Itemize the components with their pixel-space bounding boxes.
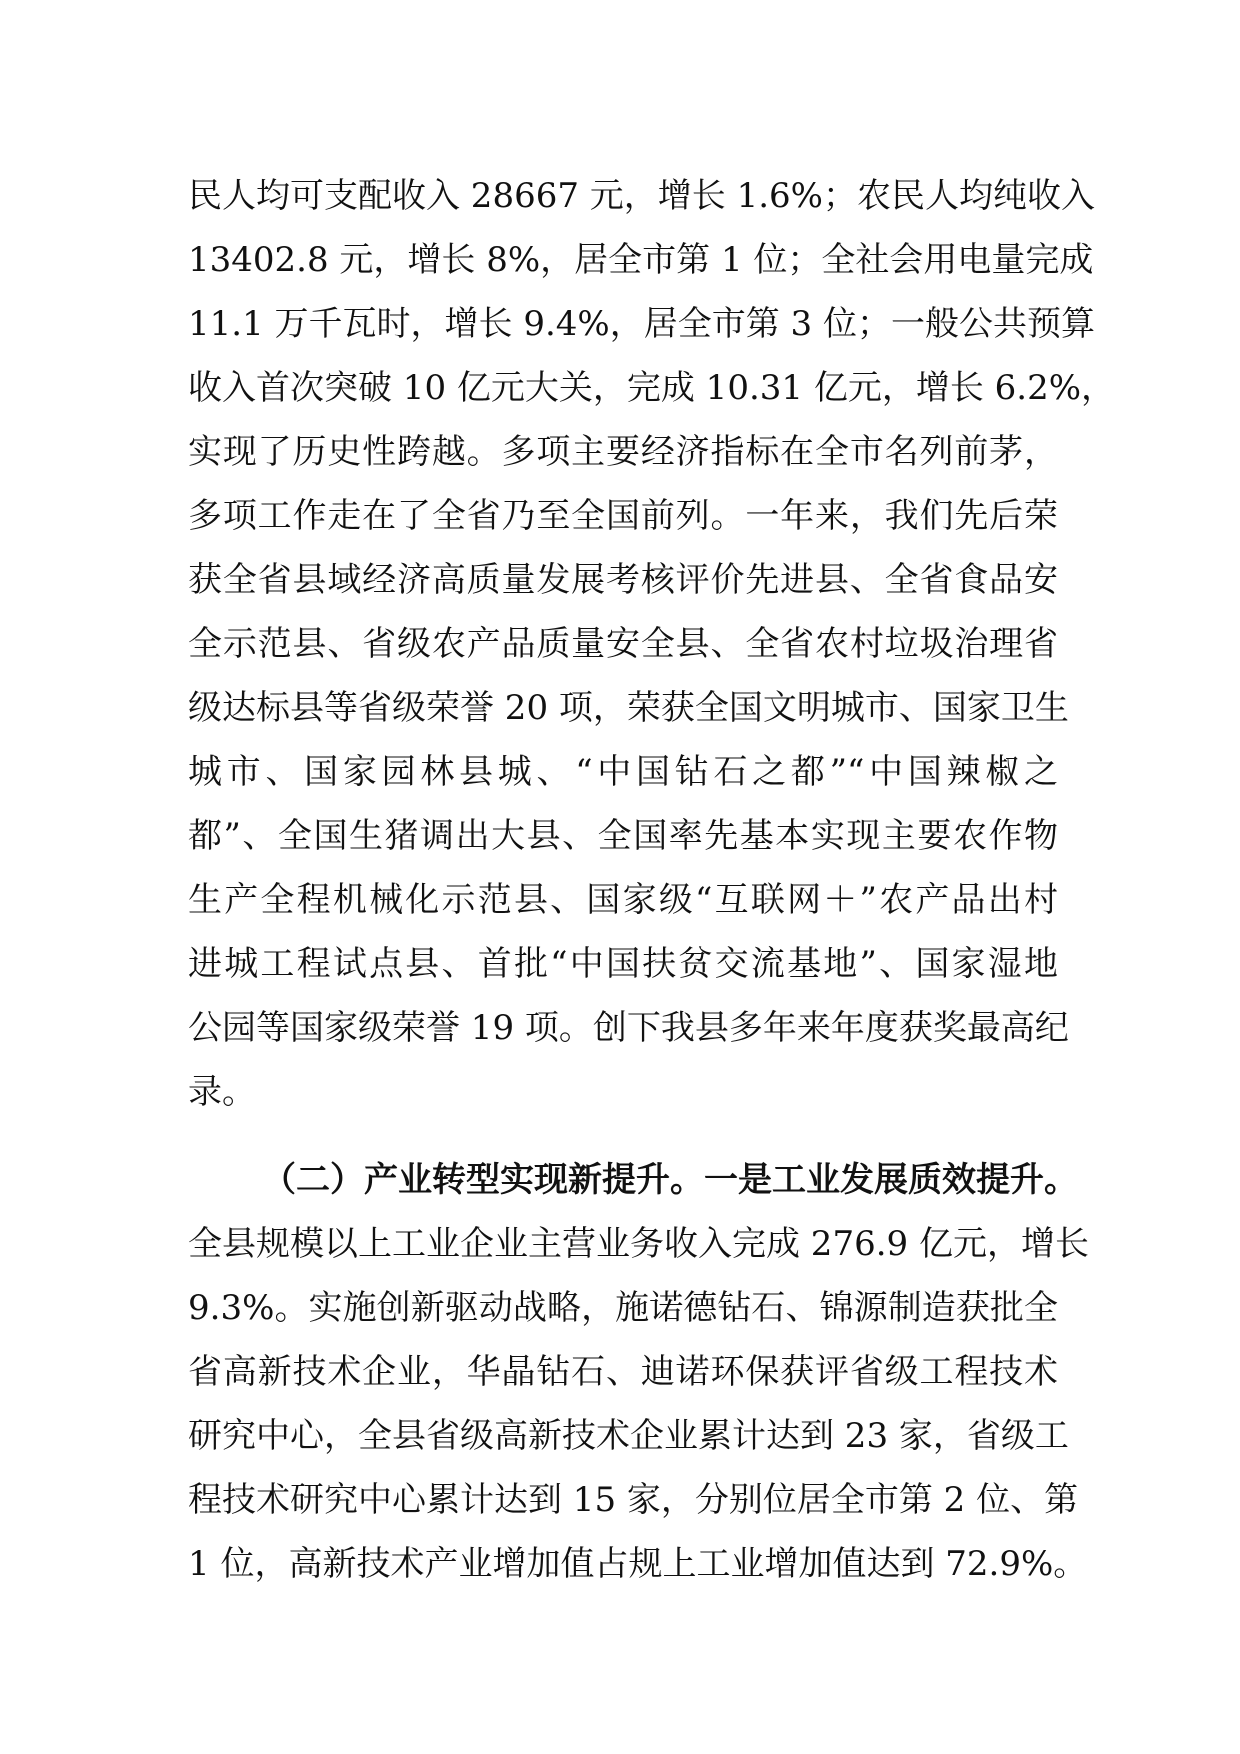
paragraph-line: 11.1 万千瓦时，增长 9.4%，居全市第 3 位；一般公共预算 xyxy=(188,304,1095,344)
paragraph-line: 省高新技术企业，华晶钻石、迪诺环保获评省级工程技术 xyxy=(188,1352,1058,1392)
paragraph-line: 级达标县等省级荣誉 20 项，荣获全国文明城市、国家卫生 xyxy=(188,688,1069,728)
paragraph-line: 都”、全国生猪调出大县、全国率先基本实现主要农作物 xyxy=(188,816,1058,856)
paragraph-line: 实现了历史性跨越。多项主要经济指标在全市名列前茅， xyxy=(188,432,1058,472)
paragraph-economic-indicators xyxy=(188,164,1116,1124)
paragraph-line: 程技术研究中心累计达到 15 家，分别位居全市第 2 位、第 xyxy=(188,1480,1079,1520)
paragraph-line: 研究中心，全县省级高新技术企业累计达到 23 家，省级工 xyxy=(188,1416,1069,1456)
paragraph-line: 13402.8 元，增长 8%，居全市第 1 位；全社会用电量完成 xyxy=(188,240,1094,280)
paragraph-line: 民人均可支配收入 28667 元，增长 1.6%；农民人均纯收入 xyxy=(188,176,1095,216)
paragraph-line: 生产全程机械化示范县、国家级“互联网＋”农产品出村 xyxy=(188,880,1058,920)
paragraph-line: 9.3%。实施创新驱动战略，施诺德钻石、锦源制造获批全 xyxy=(188,1288,1058,1328)
paragraph-line: 录。 xyxy=(188,1072,256,1112)
paragraph-line: 1 位，高新技术产业增加值占规上工业增加值达到 72.9%。 xyxy=(188,1544,1088,1584)
paragraph-line: 多项工作走在了全省乃至全国前列。一年来，我们先后荣 xyxy=(188,496,1058,536)
section-heading-industrial-transformation: （二）产业转型实现新提升。一是工业发展质效提升。 xyxy=(262,1160,1078,1200)
paragraph-line: 收入首次突破 10 亿元大关，完成 10.31 亿元，增长 6.2%， xyxy=(188,368,1116,408)
paragraph-line: 城市、国家园林县城、“中国钻石之都”“中国辣椒之 xyxy=(188,752,1058,792)
paragraph-line: 全县规模以上工业企业主营业务收入完成 276.9 亿元，增长 xyxy=(188,1224,1089,1264)
paragraph-line: 获全省县域经济高质量发展考核评价先进县、全省食品安 xyxy=(188,560,1058,600)
paragraph-line: 公园等国家级荣誉 19 项。创下我县多年来年度获奖最高纪 xyxy=(188,1008,1069,1048)
paragraph-line: 进城工程试点县、首批“中国扶贫交流基地”、国家湿地 xyxy=(188,944,1058,984)
paragraph-line: 全示范县、省级农产品质量安全县、全省农村垃圾治理省 xyxy=(188,624,1058,664)
paragraph-industrial-development xyxy=(188,1212,1089,1596)
